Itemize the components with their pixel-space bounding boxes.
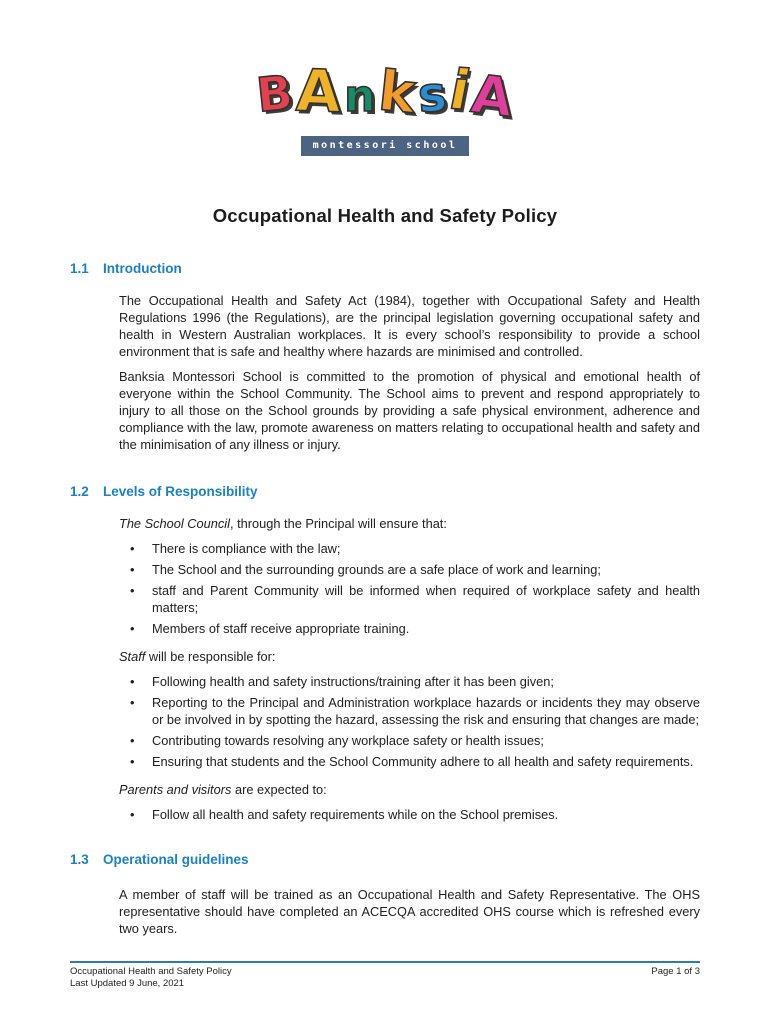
section-introduction: [70, 260, 700, 453]
page-title: Occupational Health and Safety Policy: [212, 205, 558, 226]
lead-rest: , through the Principal will ensure that:: [229, 516, 447, 531]
paragraph: The Occupational Health and Safety Act (1984), together with Occupational Safety and Health Regulations 1996 (the Regulations), are the principal legislation governing occupational safety and health in Western Australian workplaces. It is every school’s responsibility to provide a school environment that is safe and healthy where hazards are minimised and controlled.: [119, 293, 700, 359]
bullet-list: [119, 673, 700, 770]
lead-role: Parents and visitors: [119, 782, 232, 797]
footer-doc-title: Occupational Health and Safety Policy: [70, 966, 232, 977]
section-heading-label: Levels of Responsibility: [103, 484, 258, 499]
responsibility-lead: [119, 781, 700, 798]
section-number: 1.3: [70, 852, 89, 867]
section-heading: [70, 483, 700, 500]
logo-letter: i: [444, 57, 476, 123]
section-heading-label: Operational guidelines: [103, 852, 249, 867]
section-number: 1.2: [70, 484, 89, 499]
section-levels-of-responsibility: [70, 483, 700, 823]
logo-letter: A: [467, 63, 516, 130]
list-item: • Following health and safety instructions/training after it has been given;: [119, 673, 700, 690]
footer-last-updated: Last Updated 9 June, 2021: [70, 977, 185, 989]
list-item: • There is compliance with the law;: [119, 540, 700, 557]
list-item: • Follow all health and safety requirements while on the School premises.: [119, 806, 700, 823]
section-heading-label: Introduction: [103, 261, 182, 276]
lead-role: The School Council: [119, 516, 230, 531]
list-item: • Reporting to the Principal and Administration workplace hazards or incidents they may observe or be involved in by spotting the hazard, assessing the risk and ensuring that changes are made;: [119, 694, 700, 728]
logo-letter: n: [344, 71, 376, 122]
bullet-list: [119, 806, 700, 823]
document-body: [70, 252, 700, 937]
school-logo: [0, 38, 770, 156]
list-item: • The School and the surrounding grounds are a safe place of work and learning;: [119, 561, 700, 578]
responsibility-lead: [119, 648, 700, 665]
paragraph: A member of staff will be trained as an Occupational Health and Safety Representative. The OHS representative should have completed an ACECQA accredited OHS course which is refreshed every two years.: [119, 887, 700, 936]
responsibility-lead: [119, 515, 700, 532]
logo-tagline: montessori school: [301, 136, 470, 156]
footer-left: [70, 966, 232, 989]
list-item: • Members of staff receive appropriate training.: [119, 620, 700, 637]
footer-page-number: Page 1 of 3: [651, 966, 700, 977]
logo-wordmark: [0, 38, 770, 130]
section-number: 1.1: [70, 261, 89, 276]
section-operational-guidelines: [70, 851, 700, 937]
list-item: • Ensuring that students and the School Community adhere to all health and safety requirements.: [119, 753, 700, 770]
section-heading: [70, 851, 700, 868]
lead-role: Staff: [119, 649, 146, 664]
logo-letter: s: [416, 66, 449, 124]
lead-rest: are expected to:: [231, 782, 327, 797]
list-item: • staff and Parent Community will be informed when required of workplace safety and health matters;: [119, 582, 700, 616]
paragraph: Banksia Montessori School is committed to the promotion of physical and emotional health of everyone within the School Community. The School aims to prevent and respond appropriately to injury to all those on the School grounds by providing a safe physical environment, adherence and compliance with the law, promote awareness on matters relating to occupational health and safety and the minimisation of any illness or injury.: [119, 369, 700, 452]
lead-rest: will be responsible for:: [145, 649, 276, 664]
list-item: • Contributing towards resolving any workplace safety or health issues;: [119, 732, 700, 749]
section-heading: [70, 260, 700, 277]
logo-letter: k: [375, 58, 419, 126]
page-footer: [70, 961, 700, 989]
logo-letter: A: [295, 56, 343, 126]
logo-letter: B: [254, 65, 296, 124]
bullet-list: [119, 540, 700, 637]
